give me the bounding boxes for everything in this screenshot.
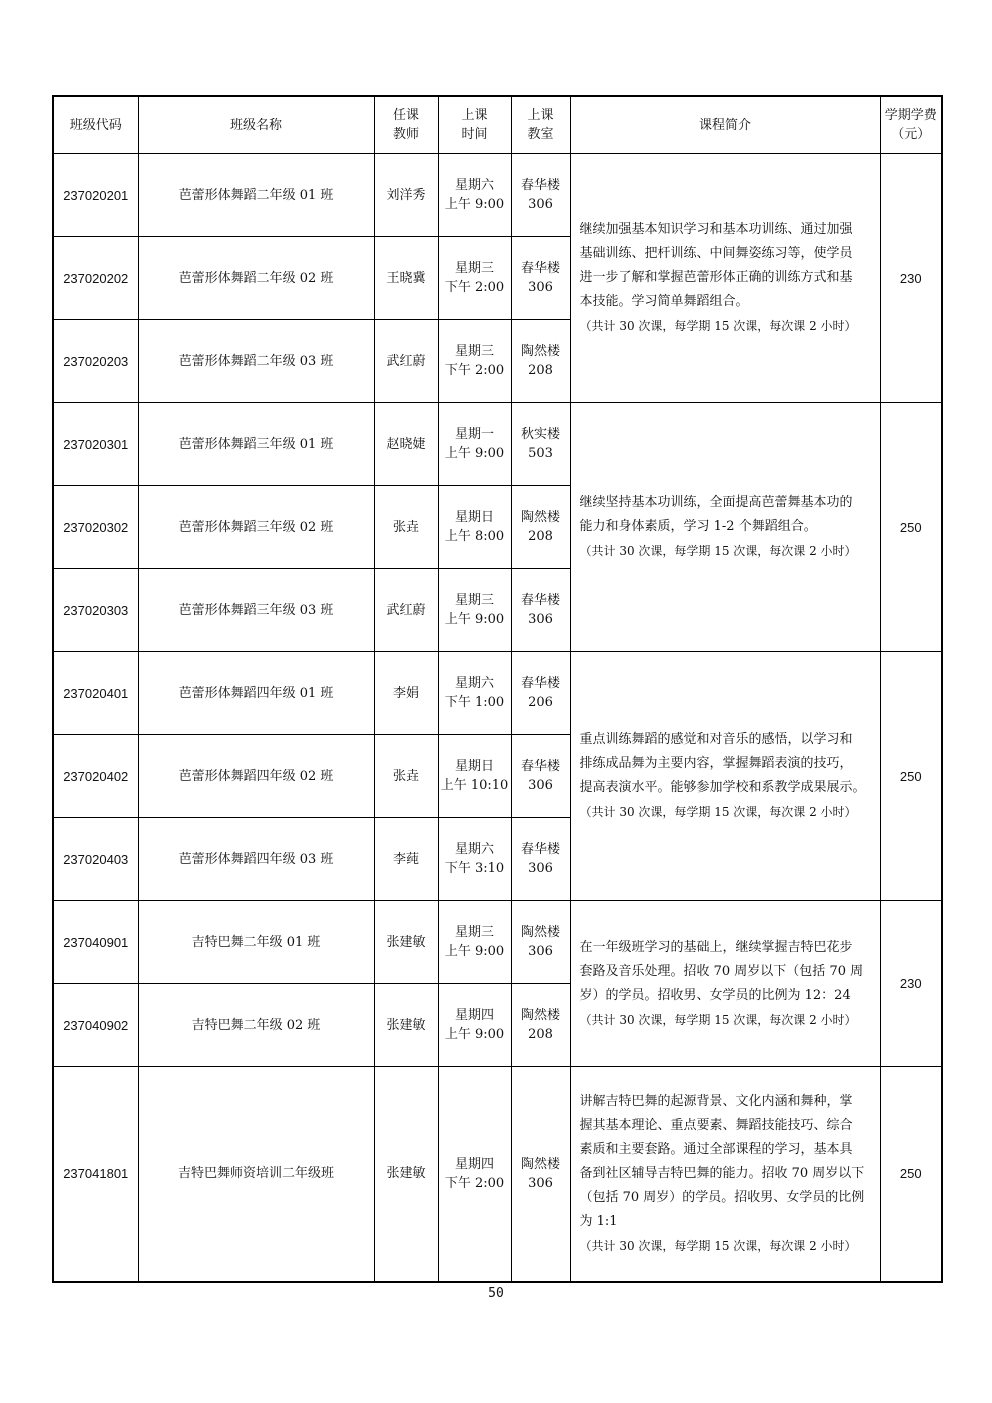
class-room: 秋实楼 503 [511, 403, 570, 486]
class-time: 星期一 上午 9:00 [438, 403, 511, 486]
class-code: 237020201 [53, 154, 138, 237]
course-description: 继续坚持基本功训练，全面提高芭蕾舞基本功的 能力和身体素质，学习 1-2 个舞蹈组合。 （共计 30 次课，每学期 15 次课，每次课 2 小时） [570, 403, 880, 652]
class-time: 星期三 下午 2:00 [438, 237, 511, 320]
header-row [53, 96, 942, 154]
class-name: 芭蕾形体舞蹈二年级 02 班 [138, 237, 374, 320]
class-name: 吉特巴舞师资培训二年级班 [138, 1067, 374, 1282]
class-time: 星期六 上午 9:00 [438, 154, 511, 237]
class-teacher: 张建敏 [374, 984, 438, 1067]
class-time: 星期日 上午 8:00 [438, 486, 511, 569]
class-code: 237020403 [53, 818, 138, 901]
header-time: 上课 时间 [438, 96, 511, 154]
class-teacher: 王晓冀 [374, 237, 438, 320]
class-teacher: 张建敏 [374, 901, 438, 984]
table-row [53, 154, 942, 237]
class-time: 星期六 下午 3:10 [438, 818, 511, 901]
class-room: 陶然楼 306 [511, 901, 570, 984]
course-table [52, 95, 943, 1283]
class-name: 芭蕾形体舞蹈三年级 01 班 [138, 403, 374, 486]
class-room: 春华楼 206 [511, 652, 570, 735]
class-name: 芭蕾形体舞蹈二年级 01 班 [138, 154, 374, 237]
table-row [53, 403, 942, 486]
header-fee: 学期学费 （元） [880, 96, 942, 154]
class-teacher: 武红蔚 [374, 569, 438, 652]
class-name: 吉特巴舞二年级 02 班 [138, 984, 374, 1067]
class-code: 237020303 [53, 569, 138, 652]
header-room: 上课 教室 [511, 96, 570, 154]
course-fee: 230 [880, 154, 942, 403]
class-name: 芭蕾形体舞蹈三年级 02 班 [138, 486, 374, 569]
course-fee: 250 [880, 403, 942, 652]
class-teacher: 张垚 [374, 735, 438, 818]
header-name: 班级名称 [138, 96, 374, 154]
class-name: 吉特巴舞二年级 01 班 [138, 901, 374, 984]
class-code: 237041801 [53, 1067, 138, 1282]
class-code: 237020301 [53, 403, 138, 486]
class-time: 星期三 上午 9:00 [438, 901, 511, 984]
header-intro: 课程简介 [570, 96, 880, 154]
class-room: 陶然楼 306 [511, 1067, 570, 1282]
class-code: 237020402 [53, 735, 138, 818]
course-table-container [52, 95, 941, 1283]
page-number: 50 [488, 1286, 504, 1301]
table-row [53, 652, 942, 735]
class-teacher: 武红蔚 [374, 320, 438, 403]
course-fee: 250 [880, 1067, 942, 1282]
class-teacher: 赵晓婕 [374, 403, 438, 486]
class-room: 春华楼 306 [511, 818, 570, 901]
class-room: 陶然楼 208 [511, 320, 570, 403]
class-room: 春华楼 306 [511, 569, 570, 652]
class-time: 星期日 上午 10:10 [438, 735, 511, 818]
class-time: 星期四 下午 2:00 [438, 1067, 511, 1282]
class-name: 芭蕾形体舞蹈三年级 03 班 [138, 569, 374, 652]
class-code: 237020401 [53, 652, 138, 735]
class-room: 春华楼 306 [511, 154, 570, 237]
class-code: 237020203 [53, 320, 138, 403]
class-code: 237020302 [53, 486, 138, 569]
class-time: 星期三 下午 2:00 [438, 320, 511, 403]
class-time: 星期六 下午 1:00 [438, 652, 511, 735]
course-description: 重点训练舞蹈的感觉和对音乐的感悟，以学习和 排练成品舞为主要内容，掌握舞蹈表演的技巧， 提高表演水平。能够参加学校和系教学成果展示。 （共计 30 次课，每学期 15 次课，每次课 2 小时） [570, 652, 880, 901]
course-description: 讲解吉特巴舞的起源背景、文化内涵和舞种，掌 握其基本理论、重点要素、舞蹈技能技巧、综合 素质和主要套路。通过全部课程的学习，基本具 备到社区辅导吉特巴舞的能力。招收 70 周岁以下 （包括 70 周岁）的学员。招收男、女学员的比例 为 1:1 （共计 30 次课，每学期 15 次课，每次课 2 小时） [570, 1067, 880, 1282]
course-fee: 250 [880, 652, 942, 901]
class-room: 春华楼 306 [511, 735, 570, 818]
class-name: 芭蕾形体舞蹈四年级 01 班 [138, 652, 374, 735]
course-fee: 230 [880, 901, 942, 1067]
class-teacher: 张建敏 [374, 1067, 438, 1282]
class-time: 星期四 上午 9:00 [438, 984, 511, 1067]
class-room: 春华楼 306 [511, 237, 570, 320]
class-teacher: 刘洋秀 [374, 154, 438, 237]
class-name: 芭蕾形体舞蹈二年级 03 班 [138, 320, 374, 403]
class-teacher: 李娟 [374, 652, 438, 735]
table-row [53, 1067, 942, 1282]
class-time: 星期三 上午 9:00 [438, 569, 511, 652]
header-code: 班级代码 [53, 96, 138, 154]
class-name: 芭蕾形体舞蹈四年级 02 班 [138, 735, 374, 818]
class-code: 237020202 [53, 237, 138, 320]
class-room: 陶然楼 208 [511, 486, 570, 569]
class-room: 陶然楼 208 [511, 984, 570, 1067]
class-code: 237040901 [53, 901, 138, 984]
class-teacher: 张垚 [374, 486, 438, 569]
table-row [53, 901, 942, 984]
class-code: 237040902 [53, 984, 138, 1067]
class-teacher: 李莼 [374, 818, 438, 901]
header-teacher: 任课 教师 [374, 96, 438, 154]
class-name: 芭蕾形体舞蹈四年级 03 班 [138, 818, 374, 901]
course-description: 继续加强基本知识学习和基本功训练、通过加强 基础训练、把杆训练、中间舞姿练习等，使学员 进一步了解和掌握芭蕾形体正确的训练方式和基 本技能。学习简单舞蹈组合。 （共计 30 次课，每学期 15 次课，每次课 2 小时） [570, 154, 880, 403]
course-description: 在一年级班学习的基础上，继续掌握吉特巴花步 套路及音乐处理。招收 70 周岁以下（包括 70 周 岁）的学员。招收男、女学员的比例为 12：24 （共计 30 次课，每学期 15 次课，每次课 2 小时） [570, 901, 880, 1067]
